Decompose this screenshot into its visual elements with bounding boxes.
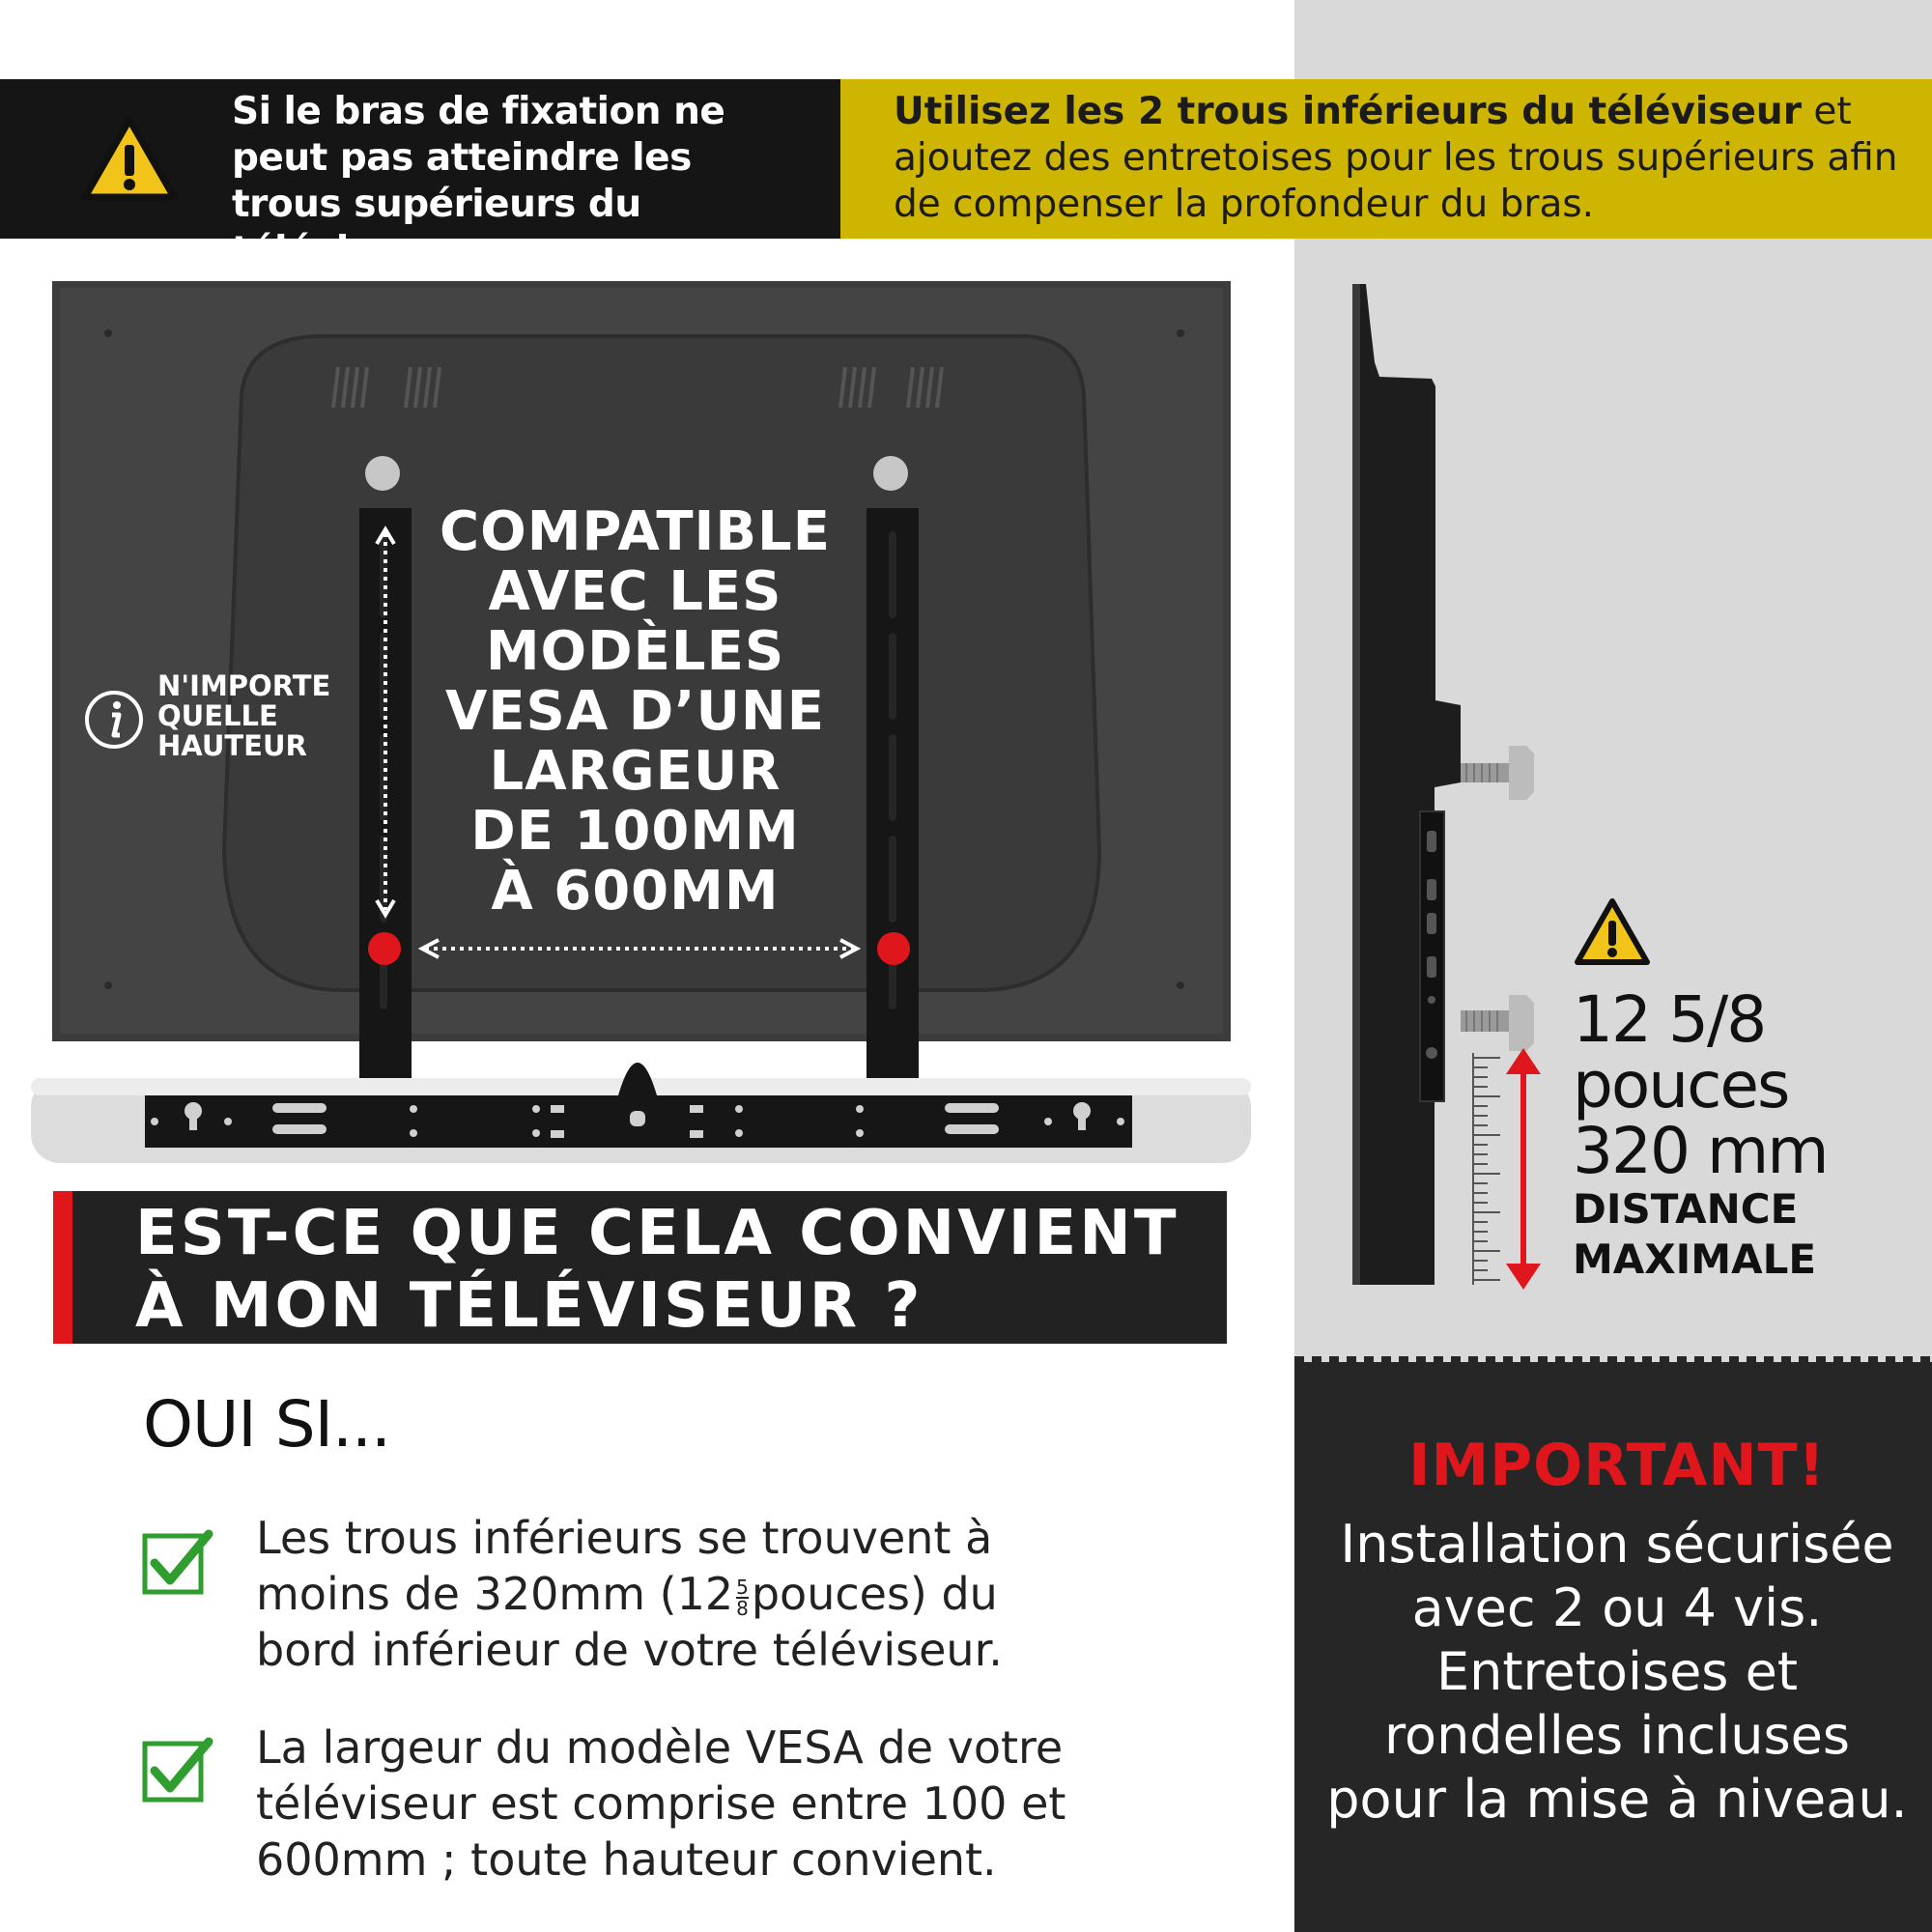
warning-left-text: Si le bras de fixation ne peut pas atteindre les trous supérieurs du téléviseur: (232, 90, 725, 272)
warning-icon (79, 114, 180, 205)
bullet-1-line1: Les trous inférieurs se trouvent à (256, 1512, 993, 1564)
dashed-divider (1294, 1354, 1932, 1370)
checkmark-icon (141, 1526, 218, 1598)
bullet-1 (256, 1510, 1087, 1678)
any-height-line3: HAUTEUR (157, 729, 307, 762)
question-heading (135, 1198, 1217, 1343)
important-body: Installation sécurisée avec 2 ou 4 vis. Entretoises et rondelles incluses pour la mise à niveau. (1326, 1514, 1908, 1830)
bullet-2-line3: 600mm ; toute hauteur convient. (256, 1833, 997, 1886)
bullet-2 (256, 1719, 1125, 1888)
answer-title: OUI SI... (143, 1387, 390, 1462)
fraction-denominator: 8 (736, 1596, 749, 1620)
bullet-1-line2 (256, 1566, 1087, 1622)
bullet-2-line2: téléviseur est comprise entre 100 et (256, 1777, 1066, 1830)
bullet-1-line2-start: moins de 320mm (12 (256, 1568, 734, 1620)
compatibility-heading: COMPATIBLE AVEC LES MODÈLES VESA D’UNE LARGEUR DE 100MM À 600MM (440, 500, 831, 923)
question-line1: EST-CE QUE CELA CONVIENT (135, 1198, 1179, 1269)
info-icon (83, 689, 145, 751)
warning-right-rest: et ajoutez des entretoises pour les trous supérieurs afin de compenser la profondeur du bras. (894, 90, 1898, 226)
bolt-bottom (1461, 995, 1534, 1051)
measure-inches-unit: pouces (1573, 1048, 1789, 1122)
bullet-2-line1: La largeur du modèle VESA de votre (256, 1721, 1064, 1774)
tv-body-side (1352, 284, 1461, 1285)
measure-mm-value: 320 mm (1573, 1114, 1828, 1188)
upper-hole-right (873, 456, 908, 491)
any-height-line1: N'IMPORTE (157, 669, 331, 702)
warning-right-bold: Utilisez les 2 trous inférieurs du téléviseur (894, 90, 1802, 133)
upper-hole-left (365, 456, 400, 491)
fraction-five-eighths (736, 1577, 749, 1618)
checkmark-icon (141, 1734, 218, 1805)
warning-right-text (894, 89, 1918, 228)
measure-label-line1: DISTANCE (1573, 1185, 1799, 1233)
any-height-label (157, 671, 330, 761)
measure-label-line2: MAXIMALE (1573, 1236, 1817, 1283)
fraction-numerator: 5 (736, 1575, 749, 1599)
measure-ruler (1473, 1053, 1500, 1285)
bolt-top (1461, 746, 1534, 800)
bullet-1-line2-end: pouces) du (751, 1568, 998, 1620)
lower-hole-right (877, 932, 910, 965)
max-distance-label (1573, 982, 1828, 1285)
bullet-1-line3: bord inférieur de votre téléviseur. (256, 1624, 1003, 1676)
question-line2: À MON TÉLÉVISEUR ? (135, 1270, 923, 1342)
important-title: IMPORTANT! (1408, 1432, 1826, 1499)
any-height-line2: QUELLE (157, 699, 278, 732)
warning-icon (1573, 896, 1652, 968)
measure-inches-value: 12 5/8 (1573, 982, 1766, 1057)
lower-hole-left (368, 932, 401, 965)
